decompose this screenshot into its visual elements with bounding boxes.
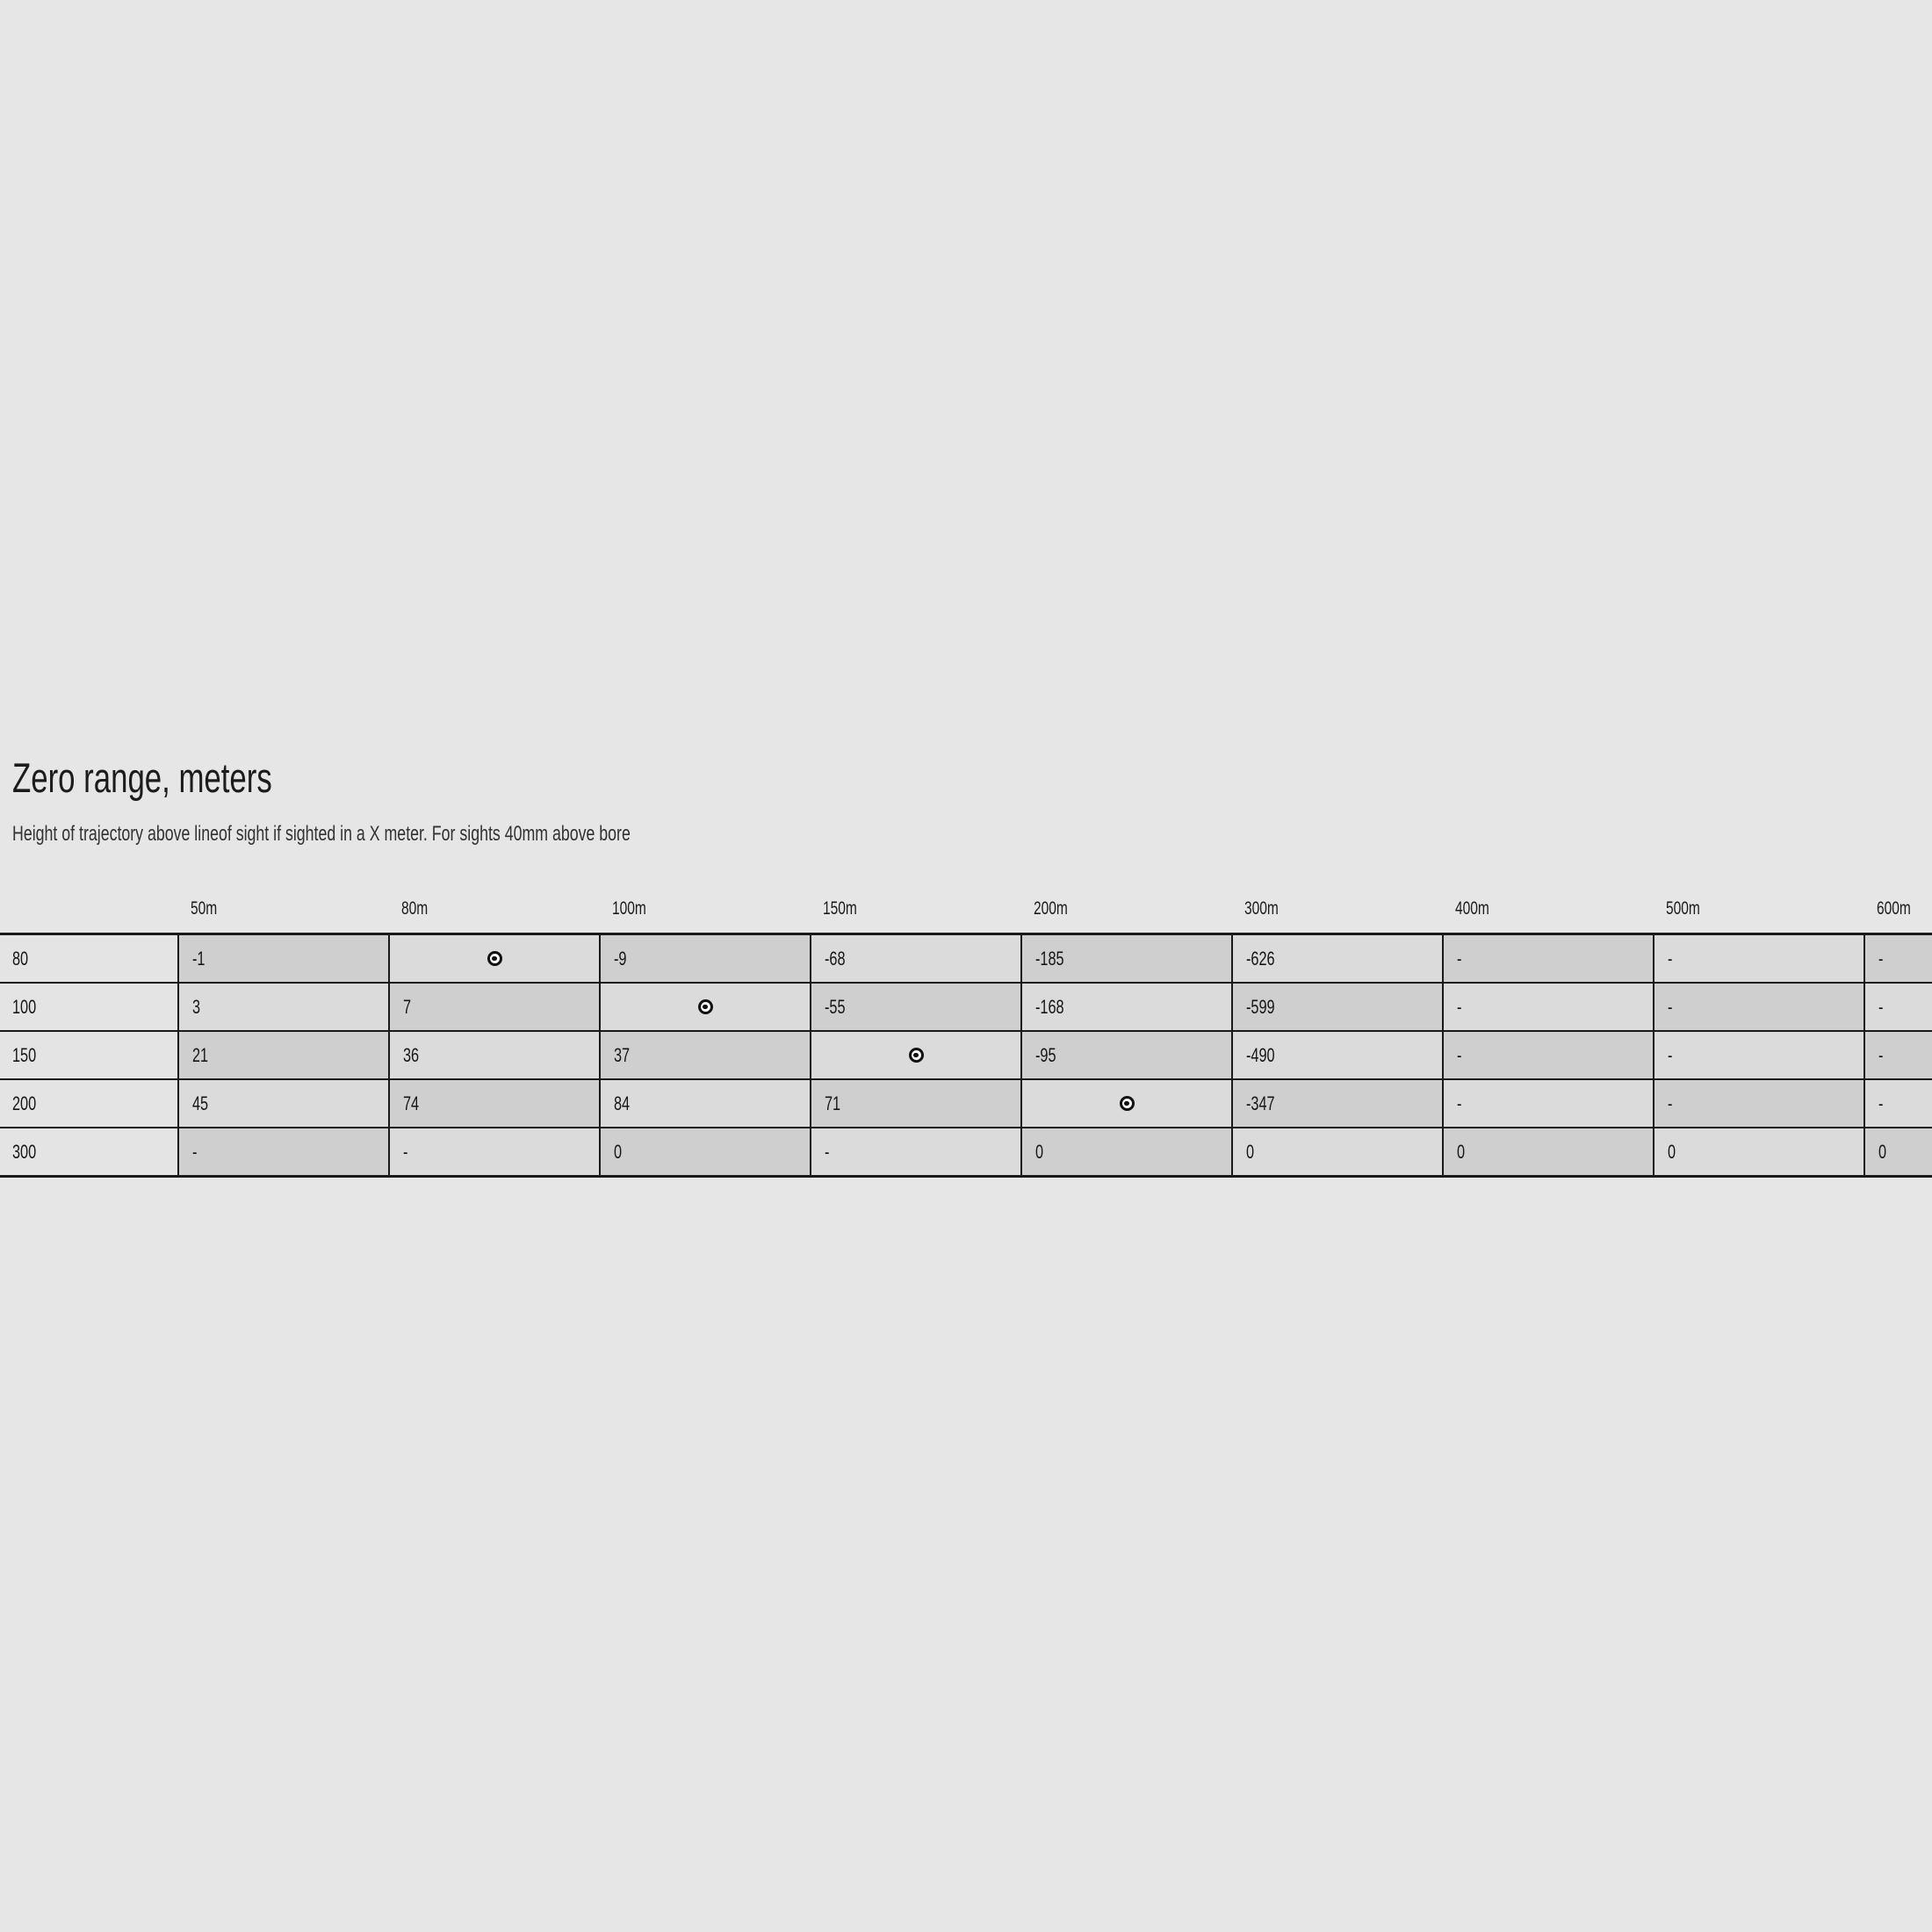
row-label-text: 80 (12, 947, 29, 970)
table-row-300 (0, 1127, 1932, 1175)
column-header-label: 150m (823, 898, 857, 919)
page-title-text: Zero range, meters (12, 754, 272, 801)
bullseye-icon (909, 1048, 924, 1063)
column-header-50m (177, 898, 388, 919)
cell-value-text: -95 (1035, 1043, 1056, 1066)
cell-value-text: -68 (825, 947, 846, 970)
cell-value-text: -599 (1246, 995, 1275, 1018)
bullseye-icon (487, 951, 502, 966)
table-row-150 (0, 1030, 1932, 1078)
cell-value (1442, 1080, 1653, 1127)
cell-value-text: 0 (1457, 1140, 1466, 1163)
column-header-80m (388, 898, 599, 919)
cell-value (1864, 984, 1932, 1030)
cell-value-text: 21 (192, 1043, 209, 1066)
cell-value (177, 1128, 388, 1175)
cell-value-text: 0 (1035, 1140, 1044, 1163)
cell-value-text: -185 (1035, 947, 1064, 970)
cell-value-text: -168 (1035, 995, 1064, 1018)
cell-value (810, 935, 1020, 982)
cell-value-text: - (1878, 1092, 1884, 1114)
cell-value (1020, 984, 1231, 1030)
cell-value-text: - (825, 1140, 830, 1163)
cell-value (1020, 1128, 1231, 1175)
cell-value-text: 37 (614, 1043, 631, 1066)
cell-value (1864, 1080, 1932, 1127)
table-row-200 (0, 1078, 1932, 1127)
cell-value-text: - (403, 1140, 408, 1163)
cell-value (1442, 984, 1653, 1030)
column-header-200m (1020, 898, 1231, 919)
cell-value-text: 74 (403, 1092, 420, 1114)
cell-value (1020, 1032, 1231, 1078)
cell-value (1442, 1032, 1653, 1078)
page-title (12, 754, 364, 801)
cell-value (1653, 1080, 1864, 1127)
cell-value-text: 84 (614, 1092, 631, 1114)
column-header-label: 50m (191, 898, 218, 919)
cell-zero-mark (810, 1032, 1020, 1078)
cell-value (599, 1032, 810, 1078)
cell-value-text: - (1668, 995, 1673, 1018)
cell-value (388, 1032, 599, 1078)
cell-value (1653, 984, 1864, 1030)
bullseye-icon (1120, 1096, 1135, 1111)
column-header-150m (810, 898, 1020, 919)
cell-value (1864, 1032, 1932, 1078)
cell-value-text: 3 (192, 995, 201, 1018)
cell-value-text: - (1878, 1043, 1884, 1066)
row-label-text: 200 (12, 1092, 37, 1114)
cell-value-text: 36 (403, 1043, 420, 1066)
cell-value (177, 1032, 388, 1078)
cell-value (1442, 935, 1653, 982)
cell-value (177, 1080, 388, 1127)
cell-value-text: - (1457, 947, 1462, 970)
cell-value (1864, 935, 1932, 982)
row-label (0, 935, 177, 982)
cell-value-text: -490 (1246, 1043, 1275, 1066)
cell-value-text: - (1878, 947, 1884, 970)
cell-value-text: 0 (1668, 1140, 1676, 1163)
column-header-500m (1653, 898, 1864, 919)
cell-value (599, 1080, 810, 1127)
column-header-100m (599, 898, 810, 919)
zero-range-table (0, 885, 1932, 1178)
cell-value (1020, 935, 1231, 982)
cell-zero-mark (599, 984, 810, 1030)
column-header-400m (1442, 898, 1653, 919)
cell-value-text: - (1457, 1043, 1462, 1066)
cell-value (177, 935, 388, 982)
cell-value-text: - (1457, 995, 1462, 1018)
cell-value (1653, 1032, 1864, 1078)
column-header-label: 200m (1034, 898, 1068, 919)
cell-value (388, 1128, 599, 1175)
page-subtitle (12, 824, 847, 845)
row-label-text: 300 (12, 1140, 37, 1163)
row-label (0, 1080, 177, 1127)
table-row-80 (0, 935, 1932, 982)
cell-value (1442, 1128, 1653, 1175)
row-label (0, 1128, 177, 1175)
cell-value-text: - (192, 1140, 198, 1163)
cell-value (1653, 1128, 1864, 1175)
column-header-label: 500m (1666, 898, 1700, 919)
cell-value-text: - (1878, 995, 1884, 1018)
cell-value (388, 984, 599, 1030)
table-header-row (0, 885, 1932, 933)
row-label (0, 1032, 177, 1078)
cell-value (1231, 984, 1442, 1030)
bullseye-icon (698, 999, 713, 1014)
cell-value (810, 1128, 1020, 1175)
column-header-300m (1231, 898, 1442, 919)
cell-value (1231, 1128, 1442, 1175)
row-label (0, 984, 177, 1030)
cell-value (1864, 1128, 1932, 1175)
cell-value (599, 1128, 810, 1175)
cell-value-text: 45 (192, 1092, 209, 1114)
table-row-100 (0, 982, 1932, 1030)
column-header-label: 400m (1455, 898, 1489, 919)
page-subtitle-text: Height of trajectory above lineof sight if sighted in a X meter. For sights 40mm above bore (12, 822, 631, 846)
column-header-label: 100m (612, 898, 646, 919)
cell-value-text: -347 (1246, 1092, 1275, 1114)
cell-value (1231, 935, 1442, 982)
cell-zero-mark (1020, 1080, 1231, 1127)
cell-value-text: - (1668, 1043, 1673, 1066)
cell-value-text: 0 (1878, 1140, 1887, 1163)
cell-value (1653, 935, 1864, 982)
cell-value-text: - (1457, 1092, 1462, 1114)
cell-value-text: 0 (1246, 1140, 1255, 1163)
cell-value-text: 0 (614, 1140, 623, 1163)
column-header-label: 80m (401, 898, 429, 919)
cell-value (810, 984, 1020, 1030)
column-header-label: 300m (1244, 898, 1279, 919)
cell-value-text: 7 (403, 995, 412, 1018)
cell-zero-mark (388, 935, 599, 982)
column-header-600m (1864, 898, 1932, 919)
table-inner (0, 885, 1932, 1178)
cell-value-text: 71 (825, 1092, 841, 1114)
row-label-text: 100 (12, 995, 37, 1018)
cell-value-text: - (1668, 947, 1673, 970)
cell-value (599, 935, 810, 982)
cell-value (1231, 1080, 1442, 1127)
cell-value (1231, 1032, 1442, 1078)
cell-value-text: -9 (614, 947, 627, 970)
column-header-label: 600m (1877, 898, 1911, 919)
cell-value-text: -626 (1246, 947, 1275, 970)
cell-value-text: -55 (825, 995, 846, 1018)
table-body (0, 933, 1932, 1178)
cell-value (810, 1080, 1020, 1127)
cell-value (177, 984, 388, 1030)
cell-value-text: - (1668, 1092, 1673, 1114)
cell-value (388, 1080, 599, 1127)
cell-value-text: -1 (192, 947, 205, 970)
row-label-text: 150 (12, 1043, 37, 1066)
